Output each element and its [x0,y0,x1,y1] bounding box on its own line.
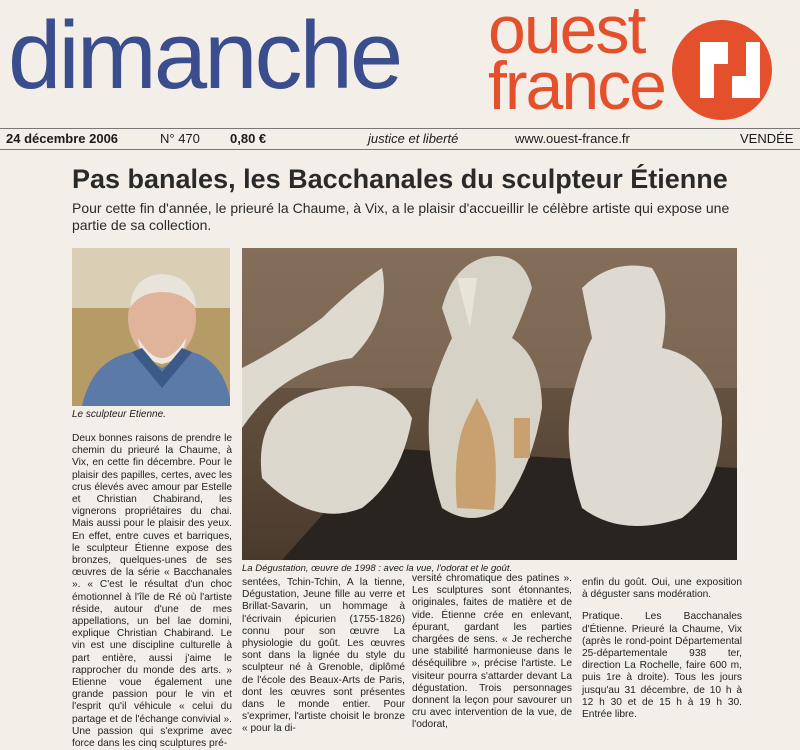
article-headline: Pas banales, les Bacchanales du sculpteur Étienne [72,164,728,194]
info-bar [0,128,800,150]
issue-price: 0,80 € [230,131,267,146]
masthead-title-ouest-france [488,0,665,124]
motto: justice et liberté [368,131,459,146]
issue-number: N° 470 [160,131,200,146]
article-column-3: versité chromatique des patines ». Les sculptures sont étonnantes, originales, faites de matière et de vide. Étienne crée en enlevant, épurant, gardant les parties chargées de sens. « Je recherche une stabilité harmonieuse dans le déséquilibre », précise l'artiste. Le visiteur pourra s'attarder devant La dégustation. Trois personnages donnent la leçon pour savourer un cru avec intervention de la vue, de l'odorat, [412,573,572,731]
issue-date: 24 décembre 2006 [6,131,119,146]
masthead-title-dimanche: dimanche [8,2,401,109]
masthead-title-line1: ouest [488,0,645,68]
masthead-title-line2: france [488,48,665,124]
website: www.ouest-france.fr [515,131,630,146]
ouest-france-logo-icon [670,18,774,122]
article-lead: Pour cette fin d'année, le prieuré la Chaume, à Vix, a le plaisir d'accueillir le célèbre artiste qui expose une partie de sa collection. [72,200,730,233]
article-column-4-text: enfin du goût. Oui, une exposition à déguster sans modération. [582,577,742,601]
sculpture-photo [242,248,737,560]
article-column-4 [582,577,742,721]
portrait-caption: Le sculpteur Etienne. [72,409,166,420]
portrait-photo [72,248,230,406]
article-column-1: Deux bonnes raisons de prendre le chemin du prieuré la Chaume, à Vix, en cette fin décembre. Pour le plaisir des papilles, certes, avec les crus élevés avec amour par Estelle et Christian Chabirand, les vignerons propriétaires du chai. Mais aussi pour le plaisir des yeux. En effet, entre cuves et barriques, le sculpteur Étienne expose des bronzes, quelques-unes de ses œuvres de la série « Bacchanales ». « C'est le résultat d'un choc émotionnel à l'île de Ré où l'artiste réside, autour d'une de mes appellations, un bel lae domini, explique Christian Chabirand. Le vin est une discipline culturelle à part entière, aussi j'aime le rapprocher du monde des arts. » Etienne voue également une grande passion pour le vin et l'esprit qu'il véhicule « celui du partage et de l'échange convivial ». Une passion qui s'exprime avec force dans les cinq sculptures pré- [72,433,232,750]
practical-info: Pratique. Les Bacchanales d'Étienne. Prieuré la Chaume, Vix (après le rond-point Départemental 25-départementale 938 ter, direction La Rochelle, faire 600 m, puis 1re à droite). Tous les jours jusqu'au 31 décembre, de 10 h à 12 h 30 et de 15 h à 19 h 30. Entrée libre. [582,611,742,721]
article-column-2: sentées, Tchin-Tchin, A la tienne, Dégustation, Jeune fille au verre et Brillat-Savarin, un hommage à l'écrivain épicurien (1755-1826) connu pour son œuvre La physiologie du goût. Les œuvres sont dans la lignée du style du sculpteur né à Grenoble, diplômé de l'école des Beaux-Arts de Paris, dont les œuvres sont présentes dans le monde entier. Pour s'exprimer, l'artiste choisit le bronze « pour la di- [242,577,405,735]
region-label: VENDÉE [740,131,794,146]
masthead [0,0,800,128]
photo-caption: La Dégustation, œuvre de 1998 : avec la vue, l'odorat et le goût. [242,563,513,574]
